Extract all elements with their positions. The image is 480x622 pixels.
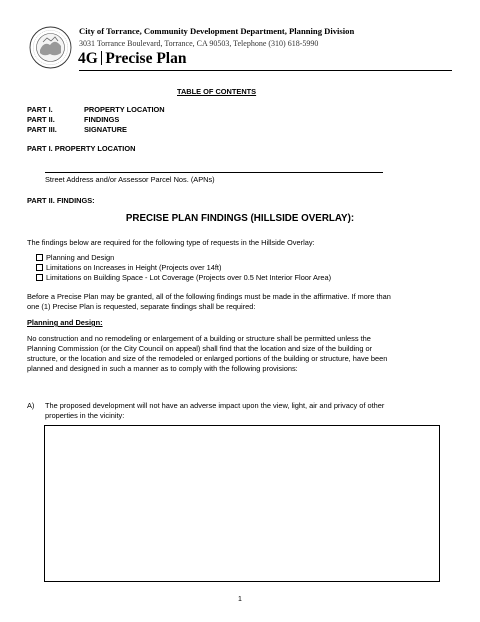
findings-title: PRECISE PLAN FINDINGS (HILLSIDE OVERLAY): [125,213,355,224]
title-separator [101,51,103,65]
form-title [78,50,186,68]
planning-paragraph-line: planned and designed in such a manner as to comply with the following provisions: [27,364,298,373]
header-rule [79,70,452,71]
checkbox[interactable] [36,274,43,281]
address-field-label: Street Address and/or Assessor Parcel Nos. (APNs) [45,175,215,184]
planning-design-heading: Planning and Design: [27,318,103,327]
toc-item [27,125,165,135]
checkbox[interactable] [36,254,43,261]
finding-a-answer-field[interactable] [44,425,440,582]
address-input-line[interactable] [45,172,383,173]
part1-heading: PART I. PROPERTY LOCATION [27,144,136,153]
toc-part-number: PART III. [27,125,57,134]
before-paragraph-line: Before a Precise Plan may be granted, all of the following findings must be made in the affirmative. If more than [27,292,391,301]
before-paragraph-line: one (1) Precise Plan is requested, separate findings shall be required: [27,302,256,311]
toc-part-name: FINDINGS [84,115,120,124]
list-item [36,252,331,262]
city-seal-icon [29,26,72,69]
list-item [36,262,331,272]
findings-intro: The findings below are required for the following type of requests in the Hillside Overlay: [27,238,315,247]
toc-title: TABLE OF CONTENTS [177,87,257,96]
request-type-label: Limitations on Increases in Height (Projects over 14ft) [46,262,222,272]
finding-a-text: The proposed development will not have an adverse impact upon the view, light, air and privacy of other [45,401,385,410]
organization-name: City of Torrance, Community Development Department, Planning Division [79,26,355,36]
planning-paragraph-line: No construction and no remodeling or enlargement of a building or structure shall be permitted unless the [27,334,371,343]
page-number: 1 [238,596,242,603]
finding-a-text: properties in the vicinity: [45,411,125,420]
list-item [36,272,331,282]
organization-address: 3031 Torrance Boulevard, Torrance, CA 90503, Telephone (310) 618-5990 [79,39,319,48]
request-type-list [36,252,331,282]
toc-part-number: PART II. [27,115,55,124]
part2-heading: PART II. FINDINGS: [27,196,95,205]
toc-list [27,105,165,135]
planning-paragraph-line: structure, or the location and size of the remodeled or enlarged portions of the building or structure, have been [27,354,388,363]
toc-part-name: SIGNATURE [84,125,127,134]
form-name: Precise Plan [105,50,187,67]
planning-paragraph-line: Planning Commission (or the City Council on appeal) shall find that the location and size of the building or [27,344,373,353]
checkbox[interactable] [36,264,43,271]
request-type-label: Limitations on Building Space - Lot Coverage (Projects over 0.5 Net Interior Floor Area) [46,272,332,282]
toc-item [27,105,165,115]
form-code: 4G [78,50,98,67]
finding-a-label: A) [27,401,35,410]
toc-item [27,115,165,125]
request-type-label: Planning and Design [46,252,115,262]
toc-part-name: PROPERTY LOCATION [84,105,165,114]
toc-part-number: PART I. [27,105,53,114]
